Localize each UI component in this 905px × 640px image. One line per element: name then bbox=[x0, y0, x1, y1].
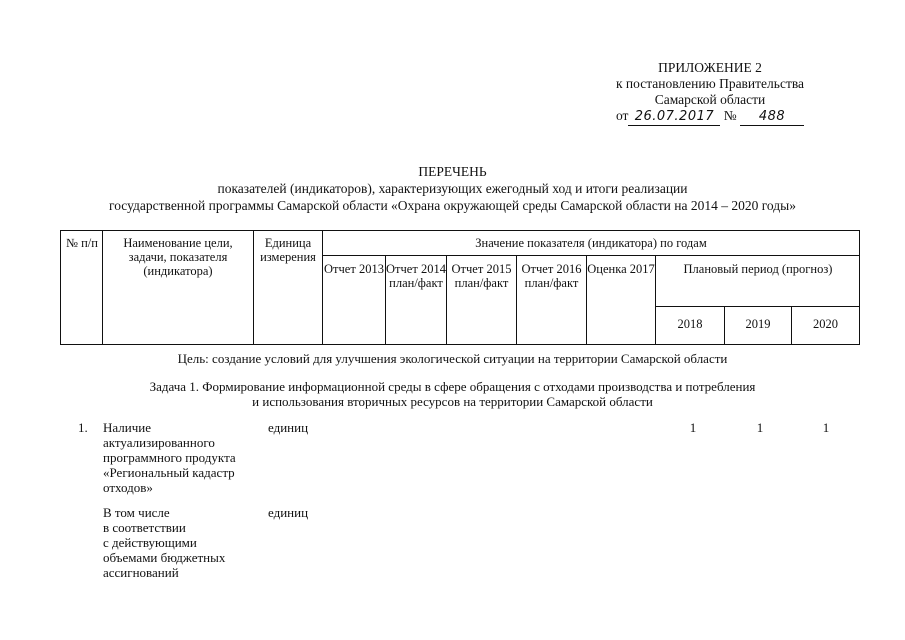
goal-text: Цель: создание условий для улучшения экологической ситуации на территории Самарской области bbox=[177, 351, 728, 366]
row-unit: единиц bbox=[268, 505, 309, 520]
row-name-line: актуализированного bbox=[103, 435, 215, 450]
task-line1: Задача 1. Формирование информационной среды в сфере обращения с отходами производства и потребления bbox=[149, 379, 756, 394]
row-name-line: Наличие bbox=[103, 420, 151, 435]
header-2019: 2019 bbox=[745, 317, 771, 331]
appendix-date-number bbox=[560, 108, 860, 126]
indicator-table-header bbox=[60, 230, 860, 344]
row-value-2018: 1 bbox=[689, 420, 697, 435]
row-name-line: программного продукта bbox=[103, 450, 236, 465]
header-2020: 2020 bbox=[813, 317, 838, 331]
header-2017: Оценка 2017 bbox=[587, 262, 655, 276]
header-unit: Единица измерения bbox=[260, 236, 316, 264]
row-name-line: В том числе bbox=[103, 505, 170, 520]
header-2018: 2018 bbox=[677, 317, 703, 331]
header-values-group: Значение показателя (индикатора) по годам bbox=[475, 236, 707, 250]
row-name-line: с действующими bbox=[103, 535, 197, 550]
row-number: 1. bbox=[78, 420, 88, 435]
row-name-line: объемами бюджетных bbox=[103, 550, 226, 565]
header-planned-period: Плановый период (прогноз) bbox=[683, 262, 833, 276]
from-label: от bbox=[615, 108, 629, 123]
header-2014: Отчет 2014 план/факт bbox=[386, 262, 446, 290]
row-name-line: «Региональный кадастр bbox=[103, 465, 235, 480]
appendix-block bbox=[560, 60, 860, 126]
handwritten-number: 488 bbox=[740, 109, 804, 126]
appendix-title: ПРИЛОЖЕНИЕ 2 bbox=[658, 60, 762, 75]
row-value-2019: 1 bbox=[756, 420, 764, 435]
handwritten-date: 26.07.2017 bbox=[628, 109, 720, 126]
task-line2: и использования вторичных ресурсов на территории Самарской области bbox=[252, 394, 653, 409]
appendix-resolution: к постановлению Правительства bbox=[615, 76, 805, 91]
header-2015: Отчет 2015 план/факт bbox=[451, 262, 512, 290]
document-subtitle-line1: показателей (индикаторов), характеризующих ежегодный ход и итоги реализации bbox=[217, 181, 688, 196]
header-2016: Отчет 2016 план/факт bbox=[521, 262, 582, 290]
row-unit: единиц bbox=[268, 420, 309, 435]
row-name-line: отходов» bbox=[103, 480, 153, 495]
row-indicator-name bbox=[103, 420, 263, 495]
header-name: Наименование цели, задачи, показателя (индикатора) bbox=[123, 236, 233, 278]
appendix-region: Самарской области bbox=[654, 92, 766, 107]
row-name-line: ассигнований bbox=[103, 565, 179, 580]
document-subtitle-line2: государственной программы Самарской области «Охрана окружающей среды Самарской области на 2014 – 2020 годы» bbox=[109, 198, 796, 213]
header-2013: Отчет 2013 bbox=[324, 262, 384, 276]
document-title: ПЕРЕЧЕНЬ bbox=[418, 164, 487, 179]
row-indicator-name bbox=[103, 505, 263, 580]
number-label: № bbox=[723, 108, 737, 123]
row-value-2020: 1 bbox=[822, 420, 830, 435]
row-name-line: в соответствии bbox=[103, 520, 186, 535]
header-num: № п/п bbox=[66, 236, 98, 250]
